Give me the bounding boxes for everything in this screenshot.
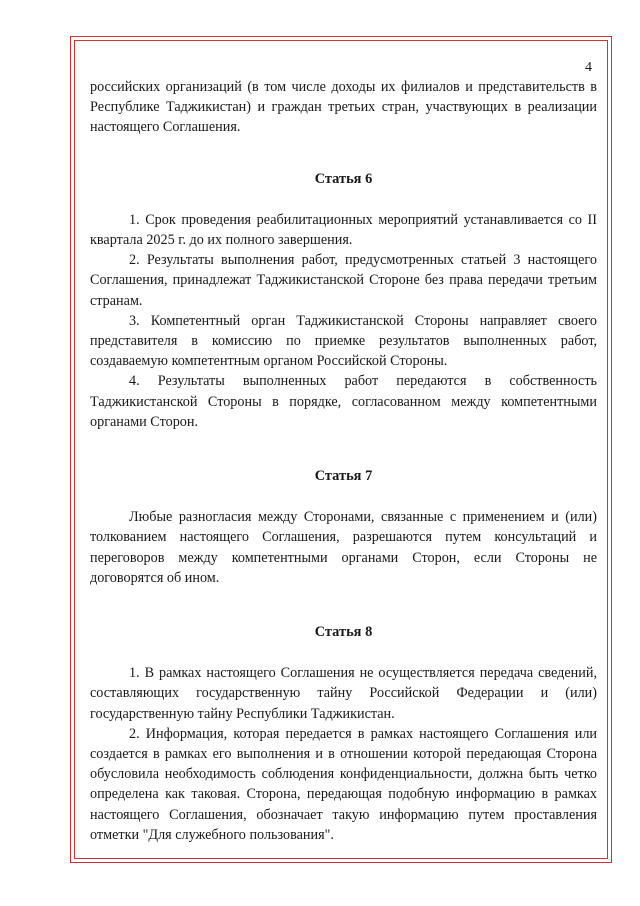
article-8-title: Статья 8 [314,624,373,641]
document-body [90,77,597,845]
article-8-paragraph-2: 2. Информация, которая передается в рамках настоящего Соглашения или создается в рамках его выполнения и в отношении которой передающая Сторона обусловила необходимость соблюдения конфиденциальности, должна быть четко определена как таковая. Сторона, передающая подобную информацию в рамках настоящего Соглашения, обозначает такую информацию путем проставления отметки "Для служебного пользования". [90,725,597,843]
intro-paragraph: российских организаций (в том числе доходы их филиалов и представительств в Республике Таджикистан) и граждан третьих стран, участвующих в реализации настоящего Соглашения. [90,79,597,136]
article-7-title: Статья 7 [314,468,373,485]
article-6-paragraph-3: 3. Компетентный орган Таджикистанской Стороны направляет своего представителя в комиссию по приемке результатов выполненных работ, создаваемую компетентным органом Российской Стороны. [90,312,597,370]
article-6-paragraph-4: 4. Результаты выполненных работ передаются в собственность Таджикистанской Стороны в порядке, согласованном между компетентными органами Сторон. [90,373,597,430]
article-8-paragraph-1: 1. В рамках настоящего Соглашения не осуществляется передача сведений, составляющих государственную тайну Российской Федерации и (или) государственную тайну Республики Таджикистан. [90,665,597,722]
article-7-paragraph-1: Любые разногласия между Сторонами, связанные с применением и (или) толкованием настоящего Соглашения, разрешаются путем консультаций и переговоров между компетентными органами Сторон, если Стороны не договорятся об ином. [90,509,597,586]
article-6-paragraph-2: 2. Результаты выполнения работ, предусмотренных статьей 3 настоящего Соглашения, принадлежат Таджикистанской Стороне без права передачи третьим странам. [90,252,597,309]
article-6-title: Статья 6 [314,170,373,187]
article-6-paragraph-1: 1. Срок проведения реабилитационных мероприятий устанавливается со II квартала 2025 г. до их полного завершения. [90,211,597,249]
page-number: 4 [585,60,592,75]
